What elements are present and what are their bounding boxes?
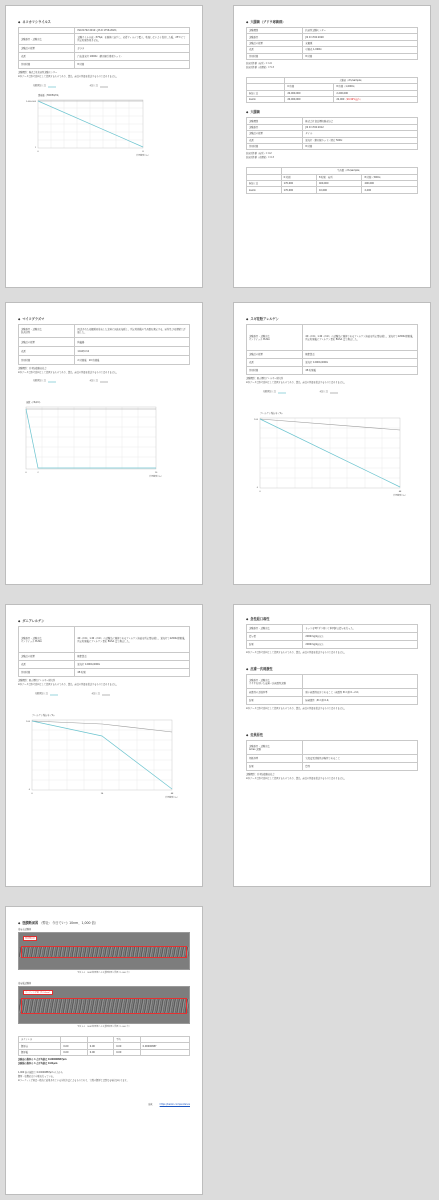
- legend-label: 未加工品: [89, 84, 98, 88]
- note: 試験機関：株式会社抗菌性試験センター: [18, 71, 58, 75]
- legend-label: 未加工品: [91, 692, 100, 695]
- bullet-icon: ◆: [18, 316, 21, 321]
- note: ※本データは参考資料として提供するものであり、製品、商品の性能を保証するものではありません。: [246, 381, 347, 384]
- note: ※コーティング層は一般的に使用されている分析方法によるものであり、実際の膜厚とは異なる場合があります。: [18, 1079, 129, 1083]
- section-title: ◆ 変異原性: [246, 732, 264, 737]
- bullet-icon: ◆: [18, 618, 21, 623]
- note: 試験前の膜厚の 1 点平均値は 0.00000887μm: [18, 1058, 67, 1062]
- image-label: 塗布前試験体: [18, 928, 32, 931]
- x-tick: 0: [259, 491, 261, 493]
- source-link[interactable]: https://kaolin.com/evidence: [159, 1103, 190, 1107]
- bullet-icon: ◆: [246, 732, 249, 737]
- bullet-icon: ◆: [246, 19, 249, 24]
- legend-label: 光触媒加工品: [262, 390, 276, 393]
- mutagenicity-table: 試験条件・試験方法 Ames 試験 判断基準 突然変異誘発性が陽性であること 結果 陰性: [246, 740, 418, 771]
- gridlines: [32, 720, 172, 790]
- page-3: [5, 302, 203, 585]
- bullet-icon: ◆: [246, 109, 249, 114]
- bullet-icon: ◆: [18, 920, 21, 925]
- image-label: 塗布後試験体: [18, 982, 32, 985]
- section-title: ◆ スギ花粉アレルゲン: [246, 316, 279, 321]
- chart: [18, 84, 192, 159]
- note: 抗菌活性値（光照射）= 0.3: [246, 156, 274, 160]
- test-conditions-table: ISO21702:2019（JIS R 1756:2020） 試験条件・試験方法 試験ウイルス液（375μl）を検体に滴下し、密着フィルムで覆う。乾燥しないよう保持した後、25℃にて所定時間作用させる。 試験品の種類 ガラス 光源 白色蛍光灯 1000lx（紫外線引寄素カット） 作用時間 8 時間: [18, 27, 190, 69]
- section-title: ◆ マイコプラズマ: [18, 316, 45, 321]
- legend-label: 未加工品: [89, 379, 98, 382]
- note: 試験機関：東京環境アレルギー研究所: [18, 679, 56, 682]
- y-tick: 100: [254, 419, 258, 421]
- test-conditions-table-2: 試験機関 株式会社食品環境検査協会 試験条件 JIS R 1702:2012 試験品の種類 タイル 光源 蛍光灯（紫外線カット）照度 500lx 作用時間 8 時間: [246, 117, 418, 150]
- section-title: ◆ ダニアレルゲン: [18, 618, 45, 623]
- section-title: ◆ 塗膜断面図 （弊社：今日でいう 10nm、1,000 倍）: [18, 920, 98, 925]
- image-caption: 写真 2-1 SEM 断面図による塗膜断面の評価（1,000 倍）: [77, 1026, 131, 1028]
- note: ※本データは参考資料として提供するものであり、製品、商品の性能を保証するものではありません。: [246, 651, 347, 654]
- note: ※本データは参考資料として提供するものであり、製品、商品の性能を保証するものではありません。: [246, 777, 347, 780]
- sem-image-after: [18, 986, 190, 1024]
- x-tick: 0: [37, 151, 39, 154]
- gridlines: [26, 407, 156, 469]
- legend-label: 未加工品: [319, 390, 328, 393]
- x-tick: 48: [170, 793, 174, 795]
- section-title: ◆ 急性経口毒性: [246, 616, 270, 621]
- bullet-icon: ◆: [246, 316, 249, 321]
- reduction-highlight: （99.99%減少）: [344, 98, 363, 102]
- chart: [18, 379, 192, 479]
- highlight-box: [21, 998, 187, 1014]
- test-conditions-table: 試験条件・試験方法 抗菌活性 供試された光触媒剤塗布した試料に菌液を接種し、所定時間後の生菌数を測定する。暗所及び光照射で評価した。 試験品の種類 陶磁器 光源 1mW/cm2 作用時間 2 時間後 10 時間後: [18, 324, 190, 365]
- sem-image-before: [18, 932, 190, 970]
- note: ※本データは参考資料として提供するものであり、製品、商品の性能を保証するものではありません。: [18, 683, 119, 686]
- highlight-box: [21, 946, 187, 958]
- legend-label: 光触媒加工品: [32, 379, 46, 382]
- note: 抗菌活性値（光照射）= 5.3: [246, 65, 274, 69]
- x-tick: 24: [100, 793, 104, 795]
- section-title: ◆ 大腸菌（ブドウ球菌群）: [246, 19, 286, 24]
- y-tick: 1: [34, 147, 36, 150]
- legend-label: 光触媒加工品: [32, 84, 46, 88]
- bullet-icon: ◆: [18, 19, 21, 24]
- x-axis-label: 作用時間（h）: [149, 476, 163, 478]
- page-7: [5, 906, 203, 1195]
- y-tick: 1,000,000: [25, 101, 36, 104]
- note: 試験機関：日本紡績検査協会: [246, 773, 275, 776]
- x-axis-label: 作用時間（h）: [136, 155, 150, 158]
- page-4: [233, 302, 431, 585]
- y-axis-label: アレルゲン残存率（%）: [32, 714, 56, 717]
- y-tick: 0: [28, 789, 30, 791]
- x-tick: 0: [25, 472, 27, 474]
- section-title: ◆ 大腸菌: [246, 109, 260, 115]
- section-title: ◆ 皮膚一次刺激性: [246, 666, 273, 671]
- note: 膜厚・塗膜密度の分析を行っている。: [18, 1075, 56, 1079]
- note: 抗菌活性値（暗所）= 0.2: [246, 152, 272, 156]
- image-caption: 写真 1-1 SEM 断面図による塗膜断面の評価（1,000 倍）: [77, 972, 131, 974]
- x-tick: 48: [398, 491, 402, 493]
- y-tick: 0: [256, 487, 258, 489]
- section-subtitle: （弊社：今日でいう 10nm、1,000 倍）: [39, 921, 98, 925]
- page-1: [5, 5, 203, 288]
- x-axis-label: 作用時間（h）: [393, 495, 407, 497]
- note: 抗菌活性値（暗所）= 1.9: [246, 61, 272, 65]
- note: ※本データは参考資料として提供するものであり、製品、商品の性能を保証するものではありません。: [18, 371, 119, 374]
- chart: [18, 692, 192, 802]
- y-axis-label: アレルゲン残存率（%）: [260, 412, 284, 415]
- chart: [246, 390, 420, 500]
- toxicity-table: 試験条件・試験方法 ラットを5匹ずつ用いて単回経口投与を行った。 投与量 2000mg/kg 以上 結果 2000mg/kg 以上: [246, 624, 418, 649]
- image-tag: コーティング層（約 50nm）: [25, 992, 52, 994]
- footer-label: 出典：: [147, 1103, 155, 1107]
- bullet-icon: ◆: [246, 666, 249, 671]
- y-axis-label: 感染価（TCID50/ml）: [38, 94, 61, 98]
- y-axis-label: 菌数（cfu/ml）: [26, 401, 42, 404]
- plot-area: [26, 407, 156, 469]
- test-conditions-table: 試験条件・試験方法 サンドイッチ ELISA 40（mm）×40（mm）の試験品に検体であるアレルゲン溶液を所定量接種し、蛍光灯で1200lx照射後、所定時間後にアレルゲン量を ELISA 法で測定した。 試験品の種類 樹脂製品 光源 蛍光灯 1200lx/290lx 作用時間 48 時間: [18, 626, 190, 677]
- x-tick: 10: [154, 472, 158, 474]
- page-2: [233, 5, 431, 288]
- legend-label: 光触媒加工品: [34, 692, 48, 695]
- image-tag: 無処理試料: [25, 938, 36, 940]
- y-tick: 100: [26, 721, 30, 723]
- bullet-icon: ◆: [246, 616, 249, 621]
- x-tick: 0: [31, 793, 33, 795]
- note: ※本データは参考資料として提供するものであり、製品、商品の性能を保証するものではありません。: [246, 707, 347, 710]
- note: 試験後の膜厚の 1 点平均値は 0.01μm: [18, 1062, 58, 1066]
- irritation-table: 試験条件・試験方法 ウサギを用いた皮膚一次刺激性試験 刺激性の評価基準 弱い刺激性以外であること（刺激性 P.I.I 値 0〜2.0） 結果 無刺激性（P.I.I 値 0.4）: [246, 674, 418, 705]
- note: 試験機関：東京環境アレルギー研究所: [246, 377, 284, 380]
- page-6: [233, 604, 431, 887]
- results-table-2: 生菌数（cfu/sample） 0 時間 8 時間 暗所 8 時間（500lx） 無加工品 170,000 400,000 400,000 kaolin 170,000 10,000 2,200: [246, 167, 418, 194]
- test-conditions-table: 試験条件・試験方法 サンドイッチ ELISA 40（mm）×40（mm）の試験品に検体であるアレルゲン溶液を所定量接種し、蛍光灯で1200lx照射後、所定時間後にアレルゲン量を ELISA 法で測定した。 試験品の種類 樹脂製品 光源 蛍光灯 1200lx/290lx 作用時間 48 時間後: [246, 324, 418, 375]
- results-table: 大腸菌（cfu/sample） 0 時間 8 時間（1,000lx） 無加工品 20,000,000 2,200,000 kaolin 20,000,000 22,000（99.99%減少）: [246, 77, 418, 104]
- series-treated: [26, 409, 156, 468]
- thickness-table: ステンレス 平均 膜厚前 0.00 0.00 0.00 0.00000887 膜厚後 0.00 0.00 0.00: [18, 1036, 190, 1056]
- test-conditions-table: 試験機関 抗菌性試験センター 試験条件 JIS R 1702:2020 試験品の種類 光触媒 光源 可視光 1,000lx 作用時間 8 時間: [246, 27, 418, 60]
- x-axis-label: 作用時間（h）: [165, 797, 179, 799]
- section-title: ◆ ネコカリシウイルス: [18, 19, 51, 24]
- x-tick: 2: [37, 472, 39, 474]
- x-tick: 8: [142, 151, 144, 154]
- note: 試験機関：日本紡績検査協会: [18, 367, 47, 370]
- page-5: [5, 604, 203, 887]
- note: ※本データは参考資料として提供するものであり、製品、商品の性能を保証するものではありません。: [18, 75, 119, 79]
- note: 1,000 倍の撮影で 0.00000887μm の差から: [18, 1071, 63, 1075]
